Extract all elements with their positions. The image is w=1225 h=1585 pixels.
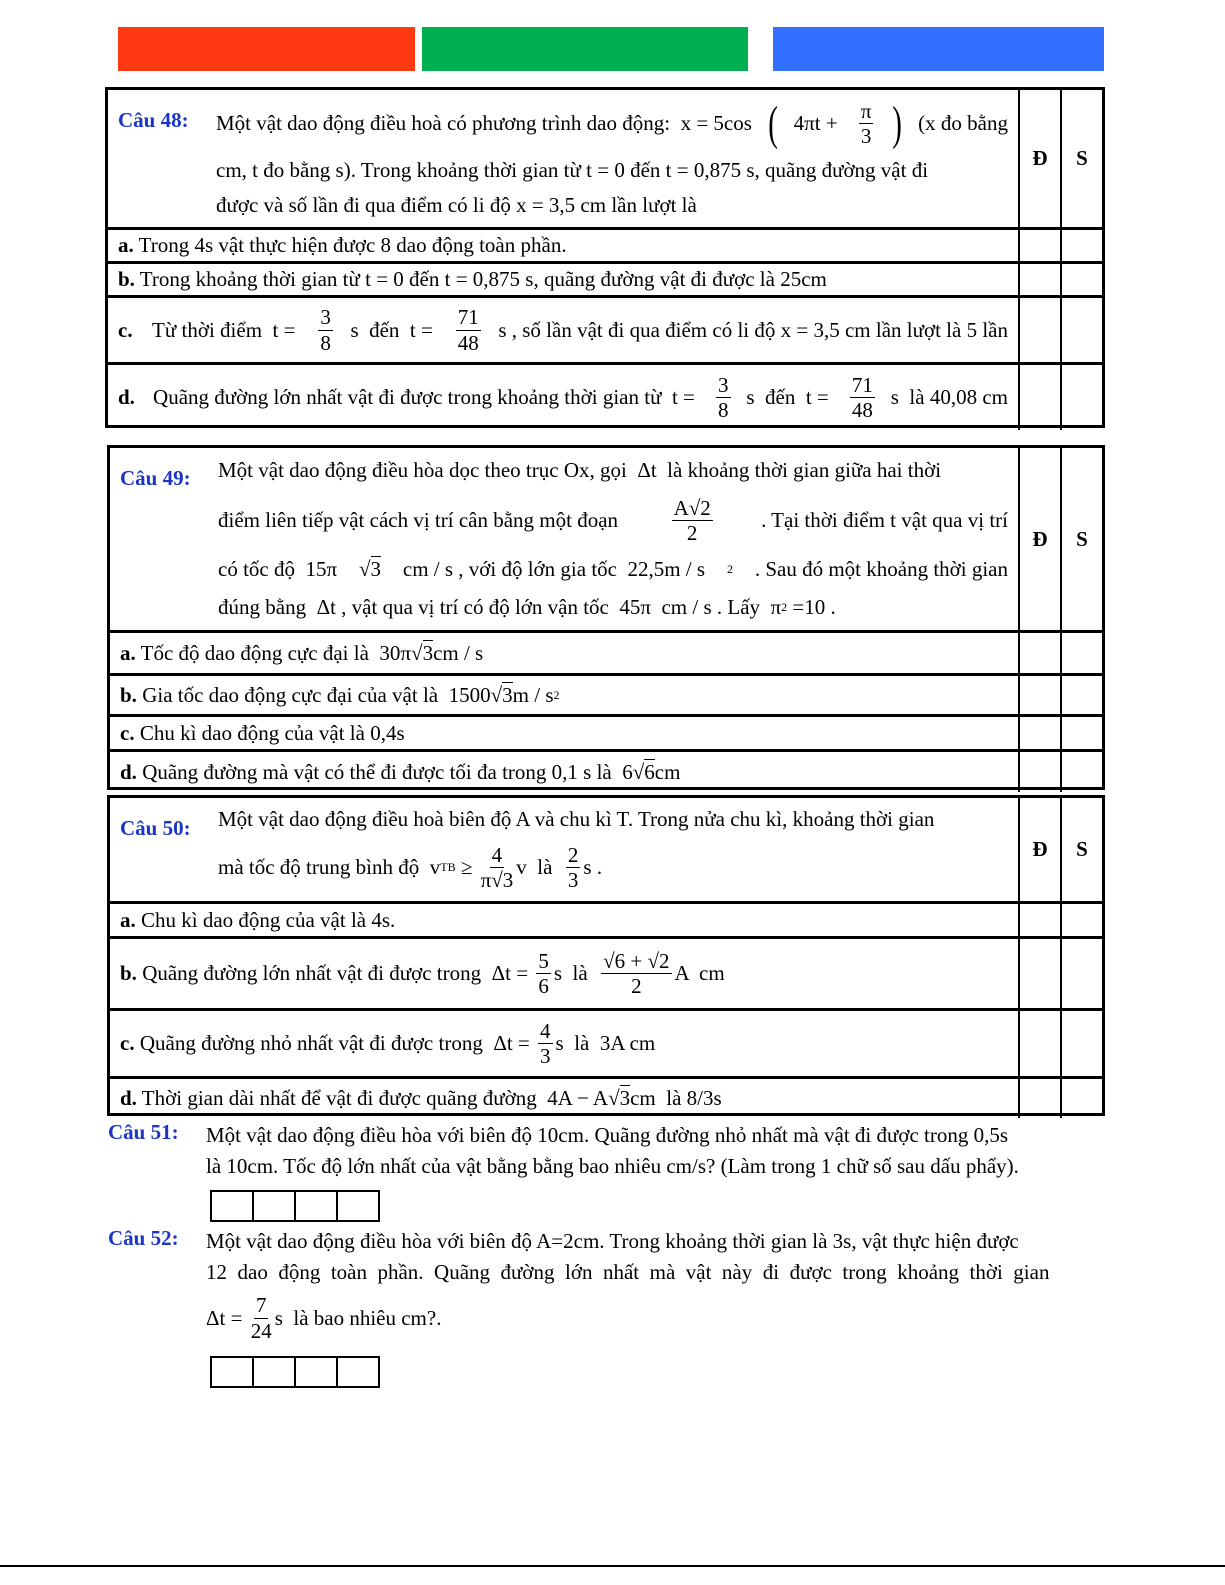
false-checkbox-cell[interactable] xyxy=(1062,904,1102,936)
fraction xyxy=(850,373,875,422)
fraction xyxy=(538,1019,553,1068)
fraction xyxy=(716,373,731,422)
text-run: có tốc độ 15π xyxy=(218,557,338,582)
option-row xyxy=(110,630,1102,673)
text-line xyxy=(120,1019,1008,1068)
fraction xyxy=(456,305,481,354)
text-line xyxy=(118,233,1008,258)
option-row xyxy=(110,1008,1102,1076)
option-text xyxy=(110,939,1020,1008)
true-column-header: Đ xyxy=(1020,448,1062,630)
text-run: (x đo bằng xyxy=(918,111,1008,136)
option-letter: b. xyxy=(120,682,137,707)
option-text xyxy=(110,1079,1020,1118)
true-checkbox-cell[interactable] xyxy=(1020,1011,1062,1076)
numerator: 71 xyxy=(457,305,479,330)
text-run: Trong 4s vật thực hiện được 8 dao động toàn phần. xyxy=(133,233,567,257)
question-label: Câu 48: xyxy=(118,108,189,132)
true-checkbox-cell[interactable] xyxy=(1020,298,1062,362)
false-checkbox-cell[interactable] xyxy=(1062,1011,1102,1076)
true-checkbox-cell[interactable] xyxy=(1020,264,1062,295)
option-row xyxy=(108,261,1102,295)
option-letter: c. xyxy=(120,1031,135,1055)
question-head xyxy=(108,1226,1108,1348)
false-checkbox-cell[interactable] xyxy=(1062,717,1102,749)
fraction xyxy=(318,305,333,354)
false-checkbox-cell[interactable] xyxy=(1062,230,1102,261)
text-line xyxy=(218,807,1008,832)
text-line xyxy=(120,949,1008,998)
answer-boxes xyxy=(212,1356,1108,1388)
text-run: Thời gian dài nhất để vật đi được quãng đường 4A − A xyxy=(136,1086,609,1110)
fraction xyxy=(566,843,581,892)
text-line xyxy=(118,373,1008,422)
true-column-header: Đ xyxy=(1020,798,1062,901)
text-run: m / s xyxy=(512,682,554,707)
fraction xyxy=(601,949,671,998)
square-root xyxy=(608,1086,630,1111)
numerator: 4 xyxy=(540,1018,551,1043)
false-checkbox-cell[interactable] xyxy=(1062,264,1102,295)
denominator: 6 xyxy=(538,974,549,998)
option-text xyxy=(110,676,1020,714)
text-line xyxy=(218,496,1008,545)
square-root xyxy=(633,760,655,785)
question-stem xyxy=(110,448,1020,630)
text-line xyxy=(218,458,1008,483)
text-line xyxy=(216,193,1008,218)
question-head xyxy=(118,94,1008,223)
text-run: Trong khoảng thời gian từ t = 0 đến t = 0,875 s, quãng đường vật đi được là 25cm xyxy=(134,267,827,291)
text-run: Một vật dao động điều hòa với biên độ 10cm. Quãng đường nhỏ nhất mà vật đi được trong 0,5s xyxy=(206,1123,1009,1147)
text-run: Một vật dao động điều hòa dọc theo trục Ox, gọi Δt là khoảng thời gian giữa hai thời xyxy=(218,458,942,483)
text-run: Quãng đường lớn nhất vật đi được trong Δt = xyxy=(136,961,534,985)
denominator: 8 xyxy=(320,330,331,355)
superscript: 2 xyxy=(726,562,733,577)
option-row xyxy=(110,749,1102,792)
fraction xyxy=(251,1293,272,1342)
text-run: cm, t đo bằng s). Trong khoảng thời gian từ t = 0 đến t = 0,875 s, quãng đường vật đi xyxy=(216,158,929,183)
false-checkbox-cell[interactable] xyxy=(1062,939,1102,1008)
text-run: được và số lần đi qua điểm có li độ x = 3,5 cm lần lượt là xyxy=(216,193,697,218)
question-head xyxy=(120,802,1008,897)
numerator: A√2 xyxy=(673,495,711,520)
question-text xyxy=(216,94,1008,223)
question-text xyxy=(206,1120,1108,1182)
answer-digit-box[interactable] xyxy=(252,1190,296,1222)
option-text xyxy=(110,633,1020,673)
numerator: 3 xyxy=(320,305,331,330)
denominator: 8 xyxy=(718,398,729,422)
true-checkbox-cell[interactable] xyxy=(1020,904,1062,936)
page-bottom-rule xyxy=(0,1565,1225,1567)
option-row xyxy=(110,714,1102,749)
question-head xyxy=(108,1120,1108,1182)
false-checkbox-cell[interactable] xyxy=(1062,365,1102,430)
text-run: s là 3A cm xyxy=(555,1031,656,1055)
numerator: π xyxy=(860,98,872,123)
text-run: Δt = xyxy=(206,1305,248,1330)
true-column-header: Đ xyxy=(1020,90,1062,227)
text-line xyxy=(120,760,1008,785)
answer-digit-box[interactable] xyxy=(294,1190,338,1222)
question-label: Câu 50: xyxy=(120,816,191,840)
parenthesis: ) xyxy=(892,96,903,150)
text-line xyxy=(120,721,1008,746)
numerator: 71 xyxy=(851,372,873,397)
option-letter: a. xyxy=(118,233,134,257)
radicand: 3 xyxy=(502,682,513,707)
text-run: ≥ xyxy=(455,854,478,879)
question-51 xyxy=(108,1120,1108,1222)
true-checkbox-cell[interactable] xyxy=(1020,752,1062,792)
answer-digit-box[interactable] xyxy=(294,1356,338,1388)
text-line xyxy=(118,267,1008,292)
text-run: Quãng đường mà vật có thể đi được tối đa trong 0,1 s là 6 xyxy=(136,759,633,784)
option-letter: c. xyxy=(120,720,135,745)
denominator: 3 xyxy=(860,124,872,149)
green-header-bar xyxy=(422,27,748,71)
option-letter: d. xyxy=(118,385,135,409)
text-run: cm xyxy=(654,759,681,784)
text-line xyxy=(120,641,1008,666)
text-run: Tốc độ dao động cực đại là 30π xyxy=(135,640,412,665)
text-run: v là xyxy=(516,854,563,879)
numerator: 3 xyxy=(718,372,729,397)
question-label: Câu 52: xyxy=(108,1226,179,1250)
text-run: mà tốc độ trung bình độ v xyxy=(218,854,441,879)
radicand: 3 xyxy=(619,1086,631,1110)
denominator: 2 xyxy=(686,520,698,545)
text-run: s là 40,08 cm xyxy=(890,385,1008,409)
text-run: . Tại thời điểm t vật qua vị trí xyxy=(761,507,1008,532)
text-run: s đến t = xyxy=(746,385,835,409)
text-run: cm / s , với độ lớn gia tốc 22,5m / s xyxy=(402,557,706,582)
text-run: =10 . xyxy=(787,594,836,619)
option-row xyxy=(110,936,1102,1008)
square-root xyxy=(491,683,513,708)
superscript: 2 xyxy=(781,599,788,614)
option-text xyxy=(108,298,1020,362)
answer-digit-box[interactable] xyxy=(336,1190,380,1222)
true-checkbox-cell[interactable] xyxy=(1020,633,1062,673)
option-text xyxy=(108,365,1020,430)
text-run: s . xyxy=(583,854,603,879)
text-run: là 10cm. Tốc độ lớn nhất của vật bằng bằng bao nhiêu cm/s? (Làm trong 1 chữ số sau dấu phẩy). xyxy=(206,1154,1019,1178)
text-run: A cm xyxy=(674,961,725,985)
true-checkbox-cell[interactable] xyxy=(1020,230,1062,261)
text-run: Một vật dao động điều hoà biên độ A và chu kì T. Trong nửa chu kì, khoảng thời gian xyxy=(218,807,935,832)
option-text xyxy=(108,230,1020,261)
option-text xyxy=(110,752,1020,792)
fraction xyxy=(672,496,713,545)
true-checkbox-cell[interactable] xyxy=(1020,1079,1062,1118)
text-run: cm là 8/3s xyxy=(630,1086,722,1110)
fraction xyxy=(536,949,551,998)
answer-boxes xyxy=(212,1190,1108,1222)
text-line xyxy=(218,595,1008,620)
numerator: √6 + √2 xyxy=(603,948,670,973)
denominator: 3 xyxy=(540,1044,551,1068)
question-header-row xyxy=(110,798,1102,901)
text-line xyxy=(120,1086,1008,1111)
question-stem xyxy=(108,90,1020,227)
text-line xyxy=(216,158,1008,183)
question-52 xyxy=(108,1226,1108,1388)
question-50-table xyxy=(107,795,1105,1116)
false-checkbox-cell[interactable] xyxy=(1062,752,1102,792)
question-text xyxy=(218,452,1008,626)
option-letter: b. xyxy=(118,267,135,291)
text-line xyxy=(206,1288,1108,1348)
text-run: đúng bằng Δt , vật qua vị trí có độ lớn vận tốc 45π cm / s . Lấy π xyxy=(218,594,782,619)
question-stem xyxy=(110,798,1020,901)
red-header-bar xyxy=(118,27,415,71)
text-run: 4πt + xyxy=(793,111,843,136)
text-run: s là bao nhiêu cm?. xyxy=(274,1305,442,1330)
answer-digit-box[interactable] xyxy=(210,1356,254,1388)
option-text xyxy=(110,1011,1020,1076)
option-letter: d. xyxy=(120,759,137,784)
text-run: Một vật dao động điều hòa với biên độ A=2cm. Trong khoảng thời gian là 3s, vật thực hiện được xyxy=(206,1229,1019,1253)
denominator: 3 xyxy=(567,867,579,892)
false-column-header: S xyxy=(1076,526,1088,551)
text-line xyxy=(206,1226,1108,1257)
option-letter: a. xyxy=(120,640,136,665)
numerator: 5 xyxy=(538,948,549,973)
blue-header-bar xyxy=(773,27,1104,71)
option-row xyxy=(108,227,1102,261)
option-letter: c. xyxy=(118,317,133,342)
text-line xyxy=(206,1257,1108,1288)
question-header-row xyxy=(110,448,1102,630)
text-run: điểm liên tiếp vật cách vị trí cân bằng một đoạn xyxy=(218,507,624,532)
numerator: 2 xyxy=(567,842,579,867)
parenthesis: ( xyxy=(767,96,778,150)
option-row xyxy=(108,362,1102,430)
text-run: s là xyxy=(553,961,599,985)
option-text xyxy=(110,904,1020,936)
radicand: 6 xyxy=(644,759,655,784)
text-run: 12 dao động toàn phần. Quãng đường lớn nhất mà vật này đi được trong khoảng thời gian xyxy=(206,1260,1050,1284)
false-checkbox-cell[interactable] xyxy=(1062,1079,1102,1118)
denominator: 2 xyxy=(631,974,642,998)
option-text xyxy=(108,264,1020,295)
text-line xyxy=(206,1120,1108,1151)
question-label: Câu 51: xyxy=(108,1120,179,1144)
true-checkbox-cell[interactable] xyxy=(1020,676,1062,714)
question-label: Câu 49: xyxy=(120,466,191,490)
text-line xyxy=(118,305,1008,354)
square-root xyxy=(359,557,381,582)
option-letter: d. xyxy=(120,1086,137,1110)
superscript: 2 xyxy=(553,687,560,702)
subscript: TB xyxy=(440,859,456,874)
text-run: Một vật dao động điều hoà có phương trình dao động: x = 5cos xyxy=(216,111,752,136)
false-checkbox-cell[interactable] xyxy=(1062,298,1102,362)
option-row xyxy=(108,295,1102,362)
option-text xyxy=(110,717,1020,749)
text-run: s , số lần vật đi qua điểm có li độ x = 3,5 cm lần lượt là 5 lần xyxy=(498,317,1008,342)
numerator: 4 xyxy=(491,842,503,867)
text-line xyxy=(218,843,1008,892)
text-line xyxy=(120,908,1008,933)
text-run: s đến t = xyxy=(350,317,439,342)
text-line xyxy=(218,557,1008,582)
question-head xyxy=(120,452,1008,626)
option-letter: a. xyxy=(120,907,136,932)
option-row xyxy=(110,901,1102,936)
numerator: 7 xyxy=(255,1293,267,1318)
fraction xyxy=(481,843,514,892)
false-checkbox-cell[interactable] xyxy=(1062,633,1102,673)
true-checkbox-cell[interactable] xyxy=(1020,939,1062,1008)
answer-digit-box[interactable] xyxy=(336,1356,380,1388)
text-run: cm / s xyxy=(433,640,484,665)
text-run: Chu kì dao động của vật là 4s. xyxy=(135,907,396,932)
denominator: 48 xyxy=(457,330,479,355)
radicand: 3 xyxy=(422,640,434,665)
true-checkbox-cell[interactable] xyxy=(1020,365,1062,430)
text-run: . Sau đó một khoảng thời gian xyxy=(754,557,1008,582)
false-column-header: S xyxy=(1076,146,1088,170)
text-line xyxy=(206,1151,1108,1182)
text-line xyxy=(120,683,1008,708)
radicand: 3 xyxy=(370,557,381,582)
true-checkbox-cell[interactable] xyxy=(1020,717,1062,749)
denominator: 24 xyxy=(250,1318,272,1343)
option-letter: b. xyxy=(120,961,137,985)
question-49-table xyxy=(107,445,1105,790)
text-run: Quãng đường nhỏ nhất vật đi được trong Δt = xyxy=(134,1031,536,1055)
option-row xyxy=(110,673,1102,714)
answer-digit-box[interactable] xyxy=(252,1356,296,1388)
denominator: π√3 xyxy=(480,867,514,892)
option-row xyxy=(110,1076,1102,1118)
question-header-row xyxy=(108,90,1102,227)
fraction xyxy=(859,99,874,148)
question-text xyxy=(218,802,1008,897)
false-column-header: S xyxy=(1076,837,1088,861)
text-run: Chu kì dao động của vật là 0,4s xyxy=(134,720,405,745)
false-checkbox-cell[interactable] xyxy=(1062,676,1102,714)
question-48-table xyxy=(105,87,1105,428)
denominator: 48 xyxy=(851,398,873,422)
text-line xyxy=(216,96,1008,150)
answer-digit-box[interactable] xyxy=(210,1190,254,1222)
question-text xyxy=(206,1226,1108,1348)
text-run: Quãng đường lớn nhất vật đi được trong khoảng thời gian từ t = xyxy=(147,385,701,409)
text-run: Gia tốc dao động cực đại của vật là 1500 xyxy=(136,682,491,707)
text-run: Từ thời điểm t = xyxy=(147,317,301,342)
square-root xyxy=(411,641,433,666)
